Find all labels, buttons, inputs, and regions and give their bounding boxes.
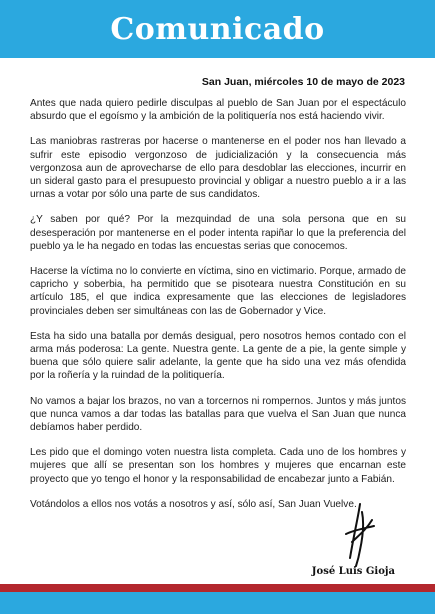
signer-name: José Luis Gioja (311, 566, 395, 577)
footer-stripe-blue (0, 592, 435, 614)
paragraph: No vamos a bajar los brazos, no van a torcernos ni rompernos. Juntos y más juntos que nunca vamos a dar todas las batallas para que vuelva el San Juan que nunca debíamos haber perdido. (30, 395, 406, 434)
dateline: San Juan, miércoles 10 de mayo de 2023 (201, 76, 405, 88)
paragraph: Votándolos a ellos nos votás a nosotros y así, sólo así, San Juan Vuelve. (30, 498, 357, 510)
paragraph: Antes que nada quiero pedirle disculpas al pueblo de San Juan por el espectáculo absurdo que el egoísmo y la ambición de la politiquería nos está haciendo vivir. (30, 98, 406, 123)
statement-body (30, 97, 406, 523)
paragraph: Las maniobras rastreras por hacerse o mantenerse en el poder nos han llevado a sufrir este episodio vergonzoso de judicialización y la consecuencia más vergonzosa aun de aprovecharse de ello para desdoblar las elecciones, incurrir en un sideral gasto para el presupuesto provincial y obligar a nuestro pueblo a ir a las urnas a votar por sólo una parte de sus candidatos. (30, 136, 406, 201)
page-title: Comunicado (110, 11, 325, 47)
paragraph: Les pido que el domingo voten nuestra lista completa. Cada uno de los hombres y mujeres que allí se presentan son los hombres y mujeres que encarnan este proyecto que yo tengo el honor y la responsabilidad de encabezar junto a Fabián. (30, 447, 406, 485)
paragraph: Hacerse la víctima no lo convierte en víctima, sino en victimario. Porque, armado de capricho y soberbia, ha permitido que se pisoteara nuestra Constitución en su artículo 185, el que indica expresamente que las elecciones de legisladores provinciales deben ser simultáneas con las de Gobernador y Vice. (30, 266, 406, 317)
paragraph: ¿Y saben por qué? Por la mezquindad de una sola persona que en su desesperación por mantenerse en el poder intenta rapiñar lo que la preferencia del pueblo ya le ha negado en todas las encuestas serias que conocemos. (30, 214, 406, 252)
paragraph: Esta ha sido una batalla por demás desigual, pero nosotros hemos contado con el arma más poderosa: La gente. Nuestra gente. La gente de a pie, la gente simple y buena que sólo quiere salir adelante, la gente que ha sido una vez más ofendida por la roñería y la ruindad de la politiquería. (30, 330, 406, 382)
header-banner (0, 0, 435, 58)
footer-stripe-red (0, 584, 435, 592)
handwritten-signature (338, 500, 378, 570)
